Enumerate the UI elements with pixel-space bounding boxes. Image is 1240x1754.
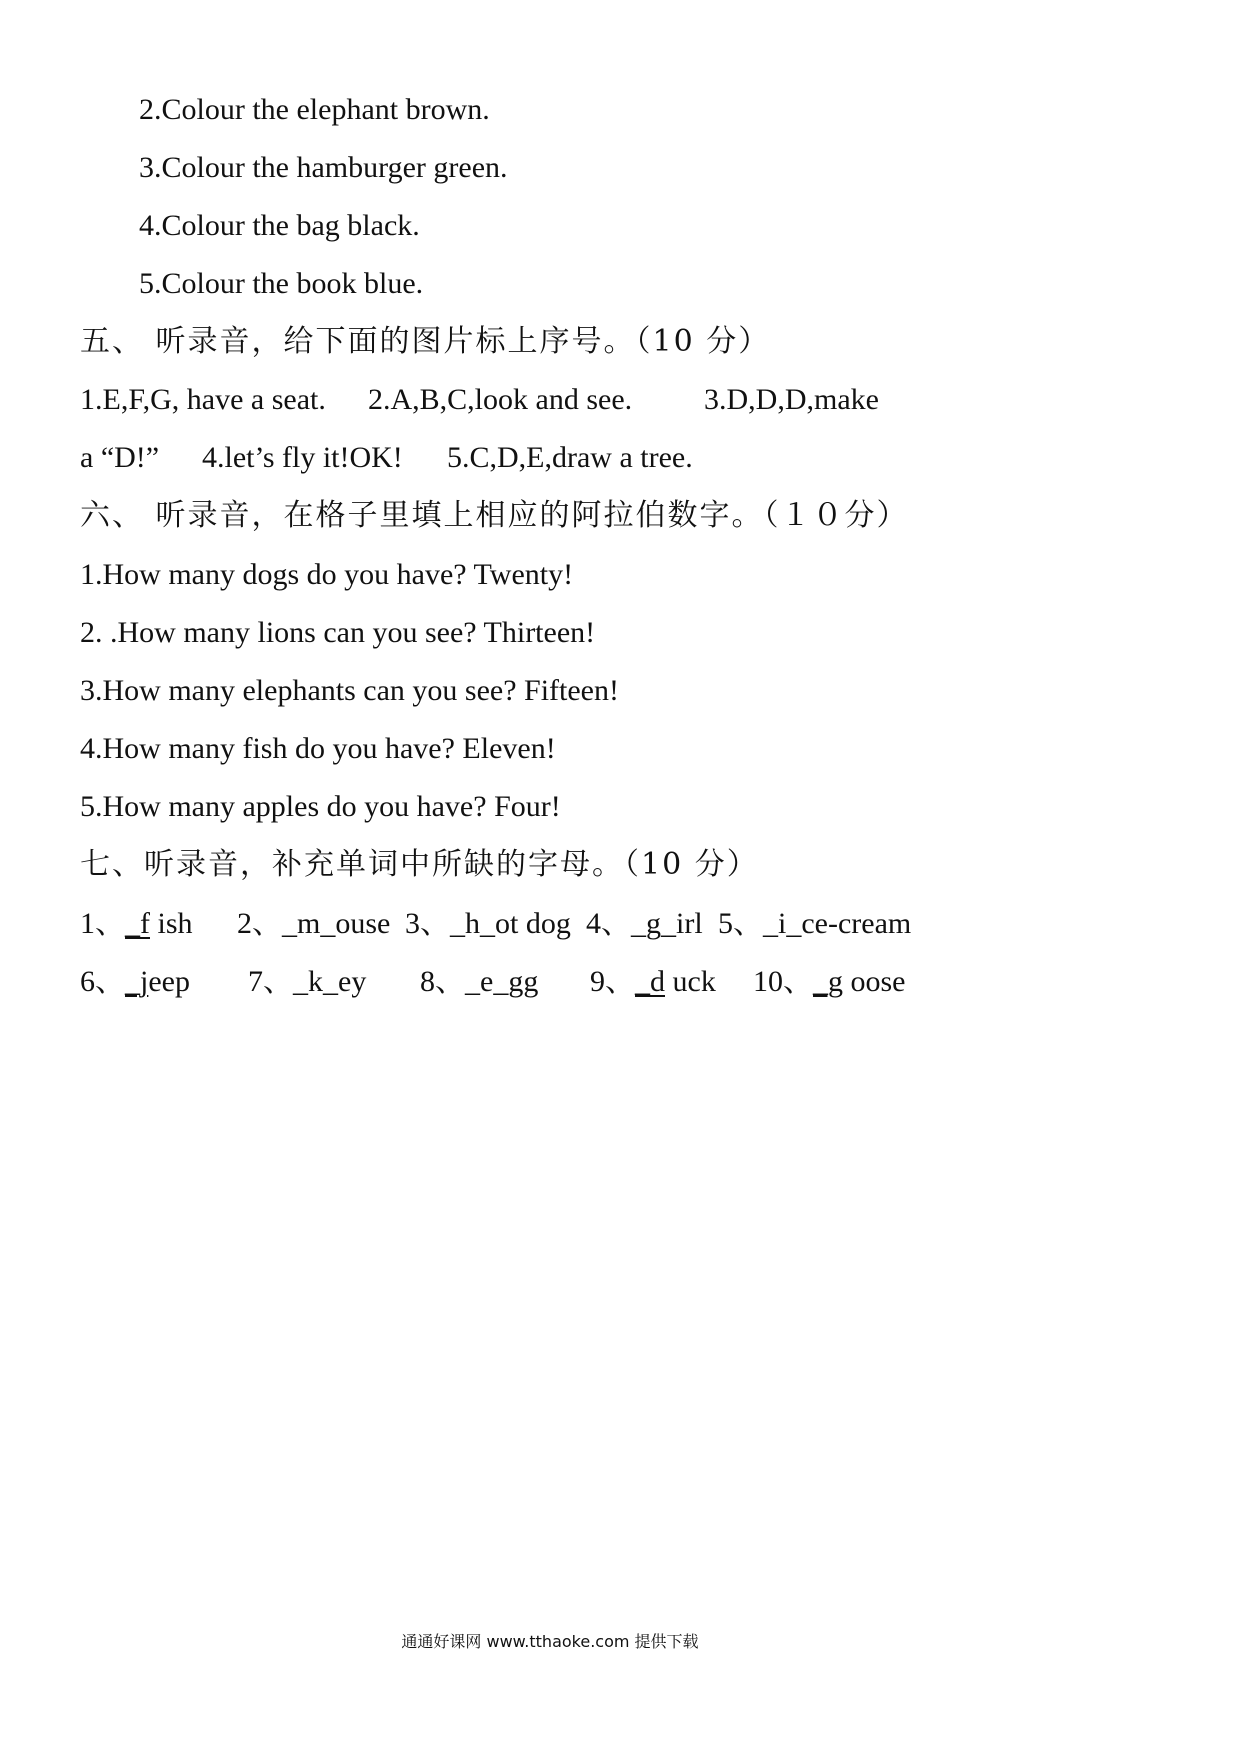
s7-row-1	[80, 906, 980, 942]
s7-blank-8: _e	[465, 965, 494, 998]
s4-item-3: 3.Colour the hamburger green.	[139, 151, 508, 184]
s7-word-1: 1、_f ish	[80, 907, 193, 940]
s7-blank-2: _m	[282, 907, 321, 940]
s6-item-4: 4.How many fish do you have? Eleven!	[80, 732, 556, 765]
s7-blank-3: _h	[450, 907, 480, 940]
section-5-heading: 五、 听录音，给下面的图片标上序号。（10 分）	[80, 324, 771, 359]
s7-blank-6: _j	[125, 965, 149, 998]
s5-item-5: 5.C,D,E,draw a tree.	[447, 441, 693, 474]
s7-word-7: 7、_k_ey	[248, 965, 367, 998]
s7-blank-7: _k	[293, 965, 323, 998]
s7-word-10: 10、_g oose	[753, 965, 906, 998]
s7-word-6: 6、_jeep	[80, 965, 190, 998]
section-7-heading: 七、听录音，补充单词中所缺的字母。（10 分）	[80, 847, 759, 882]
download-footer: 通通好课网 www.tthaoke.com 提供下载	[401, 1632, 699, 1651]
s5-line-1	[80, 382, 980, 418]
s4-item-4: 4.Colour the bag black.	[139, 209, 420, 242]
s5-item-4: 4.let’s fly it!OK!	[202, 441, 403, 474]
s6-item-1: 1.How many dogs do you have? Twenty!	[80, 558, 574, 591]
s7-word-5: 5、_i_ce-cream	[718, 907, 912, 940]
s7-blank-10: _g	[813, 965, 843, 998]
s7-word-8: 8、_e_gg	[420, 965, 539, 998]
s7-word-3: 3、_h_ot dog	[405, 907, 571, 940]
s5-item-3: 3.D,D,D,make	[704, 383, 879, 416]
s5-line-2	[80, 440, 980, 476]
s5-item-1: 1.E,F,G, have a seat.	[80, 383, 326, 416]
s7-word-2: 2、_m_ouse	[237, 907, 391, 940]
s7-blank-9: _d	[635, 965, 665, 998]
s5-item-2: 2.A,B,C,look and see.	[368, 383, 633, 416]
s7-row-2	[80, 964, 980, 1000]
s7-blank-4: _g	[631, 907, 661, 940]
s5-item-3-cont: a “D!”	[80, 441, 160, 474]
s7-word-4: 4、_g_irl	[586, 907, 703, 940]
s7-blank-5: _i	[763, 907, 787, 940]
s6-item-3: 3.How many elephants can you see? Fifteen!	[80, 674, 619, 707]
s7-word-9: 9、_d uck	[590, 965, 716, 998]
s4-item-2: 2.Colour the elephant brown.	[139, 93, 490, 126]
s4-item-5: 5.Colour the book blue.	[139, 267, 424, 300]
section-6-heading: 六、 听录音，在格子里填上相应的阿拉伯数字。（１０分）	[80, 498, 909, 533]
s7-blank-1: _f	[125, 907, 150, 940]
s6-item-2: 2. .How many lions can you see? Thirteen!	[80, 616, 596, 649]
s6-item-5: 5.How many apples do you have? Four!	[80, 790, 561, 823]
